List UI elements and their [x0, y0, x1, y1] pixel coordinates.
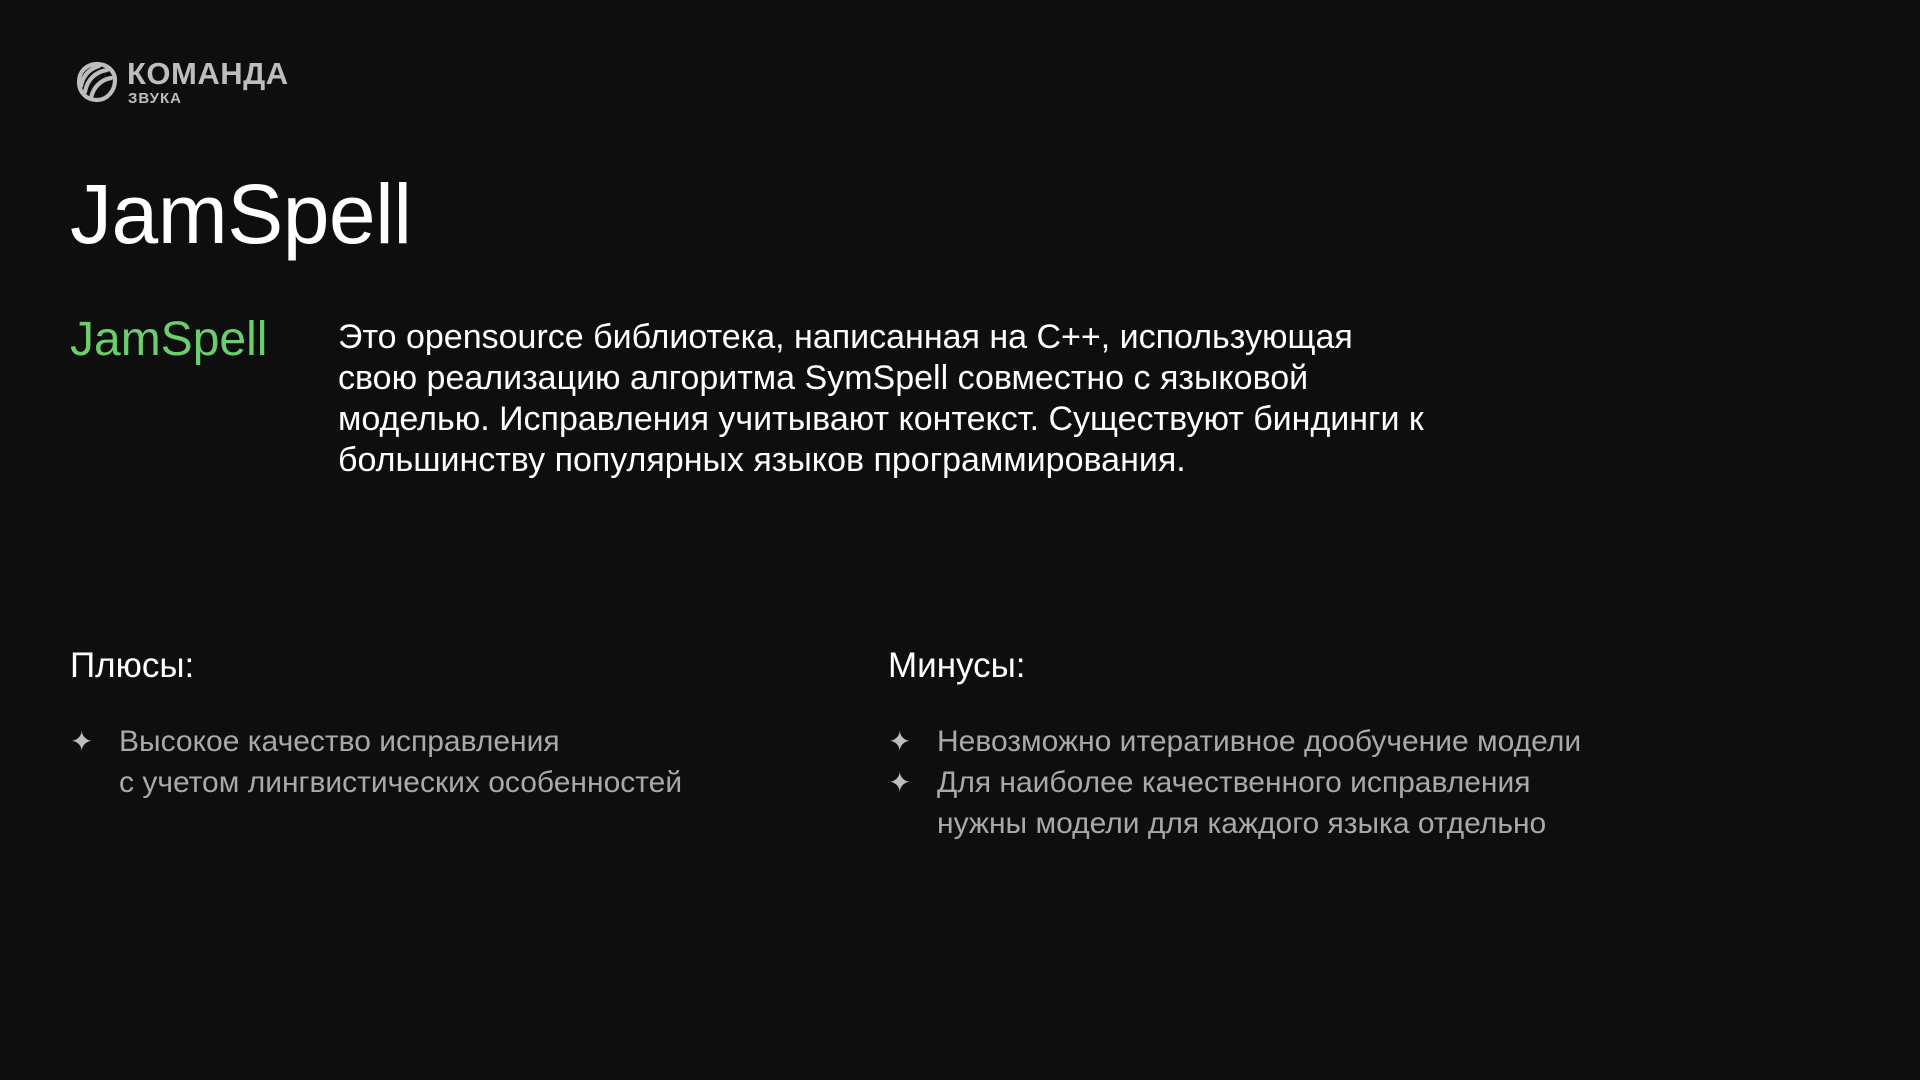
logo-main-text: КОМАНДА	[127, 56, 289, 91]
pros-title: Плюсы:	[70, 646, 195, 685]
pros-item	[70, 721, 830, 803]
four-point-star-icon: ✦	[70, 725, 94, 758]
description-text: Это opensource библиотека, написанная на C++, использующая свою реализацию алгоритма SymSpell совместно с языковой моделью. Исправления учитывают контекст. Существуют биндинги к большинству популярных языков программирования.	[338, 318, 1424, 479]
cons-item	[888, 762, 1788, 844]
cons-item	[888, 721, 1788, 762]
cons-item-line: Для наиболее качественного исправления	[937, 766, 1531, 799]
logo-sub-text: ЗВУКА	[128, 90, 182, 107]
pros-item-line: Высокое качество исправления	[119, 725, 560, 758]
brand-leaf-icon	[73, 58, 121, 106]
cons-section	[888, 645, 1788, 844]
cons-list	[888, 721, 1788, 844]
four-point-star-icon: ✦	[888, 766, 912, 799]
cons-item-line: нужны модели для каждого языка отдельно	[937, 807, 1547, 840]
page-title: JamSpell	[70, 167, 412, 261]
pros-section	[70, 645, 830, 803]
pros-item-line: с учетом лингвистических особенностей	[119, 766, 683, 799]
four-point-star-icon: ✦	[888, 725, 912, 758]
cons-title: Минусы:	[888, 646, 1026, 685]
brand-logo	[73, 58, 289, 106]
cons-item-line: Невозможно итеративное дообучение модели	[937, 725, 1582, 758]
term-label: JamSpell	[70, 313, 268, 366]
pros-list	[70, 721, 830, 803]
logo-wordmark	[127, 58, 289, 106]
